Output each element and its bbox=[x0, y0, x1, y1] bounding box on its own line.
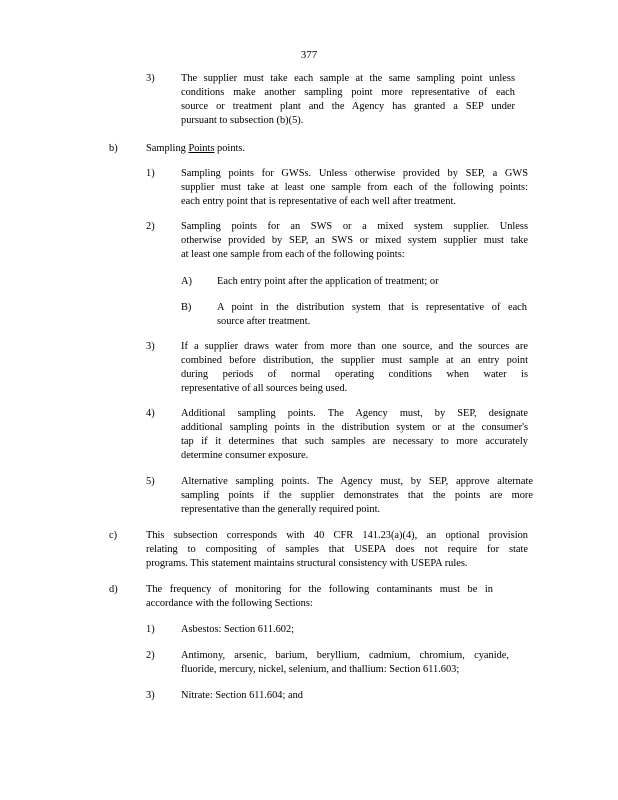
item-label: c) bbox=[109, 530, 118, 541]
text-line: determine consumer exposure. bbox=[181, 450, 309, 461]
text-line: at least one sample from each of the following points: bbox=[181, 249, 405, 260]
text-line: tap if it determines that such samples are necessary to more accurately bbox=[181, 436, 528, 447]
text-line: Asbestos: Section 611.602; bbox=[181, 624, 295, 635]
text-line: This subsection corresponds with 40 CFR 141.23(a)(4), an optional provision bbox=[146, 530, 528, 541]
text-line: each entry point that is representative of each well after treatment. bbox=[181, 196, 456, 207]
text-line: sampling points if the supplier demonstrates that the points are more bbox=[181, 490, 533, 501]
text-line: conditions make another sampling point more representative of each bbox=[181, 87, 515, 98]
item-label: A) bbox=[181, 276, 192, 287]
item-label: 4) bbox=[146, 408, 155, 419]
text-line: If a supplier draws water from more than one source, and the sources are bbox=[181, 341, 528, 352]
text-line: additional sampling points in the distribution system or at the consumer's bbox=[181, 422, 528, 433]
text-line: Antimony, arsenic, barium, beryllium, cadmium, chromium, cyanide, bbox=[181, 650, 509, 661]
text-line: A point in the distribution system that is representative of each bbox=[217, 302, 527, 313]
item-label: 2) bbox=[146, 650, 155, 661]
text-line: combined before distribution, the supplier must sample at an entry point bbox=[181, 355, 528, 366]
text-line: The frequency of monitoring for the following contaminants must be in bbox=[146, 584, 493, 595]
item-label: 1) bbox=[146, 624, 155, 635]
item-label: b) bbox=[109, 143, 118, 154]
text-line: Alternative sampling points. The Agency must, by SEP, approve alternate bbox=[181, 476, 533, 487]
text-line: representative of all sources being used. bbox=[181, 383, 348, 394]
item-label: 3) bbox=[146, 690, 155, 701]
underlined-text: Points bbox=[188, 143, 215, 154]
item-text bbox=[181, 475, 533, 517]
item-text bbox=[181, 340, 528, 396]
text-line: representative than the generally required point. bbox=[181, 504, 381, 515]
item-text bbox=[181, 407, 528, 463]
text-line: Sampling points for an SWS or a mixed system supplier. Unless bbox=[181, 221, 528, 232]
text-line: programs. This statement maintains structural consistency with USEPA rules. bbox=[146, 558, 468, 569]
text-line: fluoride, mercury, nickel, selenium, and thallium: Section 611.603; bbox=[181, 664, 460, 675]
text-line: Each entry point after the application of treatment; or bbox=[217, 276, 439, 287]
item-text bbox=[181, 623, 481, 637]
text-line: supplier must take at least one sample from each of the following points: bbox=[181, 182, 528, 193]
item-text bbox=[181, 649, 509, 677]
text-line: accordance with the following Sections: bbox=[146, 598, 313, 609]
section-heading: Sampling Points points. bbox=[146, 143, 246, 154]
text-line: source or treatment plant and the Agency has granted a SEP under bbox=[181, 101, 515, 112]
text-line: source after treatment. bbox=[217, 316, 311, 327]
item-label: B) bbox=[181, 302, 192, 313]
text-line: pursuant to subsection (b)(5). bbox=[181, 115, 304, 126]
item-text bbox=[146, 529, 528, 571]
text-line: Nitrate: Section 611.604; and bbox=[181, 690, 303, 701]
item-label: 3) bbox=[146, 341, 155, 352]
text-line: during periods of normal operating conditions when water is bbox=[181, 369, 528, 380]
text-line: Additional sampling points. The Agency must, by SEP, designate bbox=[181, 408, 528, 419]
item-label: d) bbox=[109, 584, 118, 595]
item-text bbox=[181, 167, 528, 209]
item-text bbox=[217, 301, 527, 329]
text-line: Sampling points for GWSs. Unless otherwise provided by SEP, a GWS bbox=[181, 168, 528, 179]
text-line: relating to compositing of samples that USEPA does not require for state bbox=[146, 544, 528, 555]
item-label: 3) bbox=[146, 73, 155, 84]
item-label: 1) bbox=[146, 168, 155, 179]
item-text bbox=[181, 689, 481, 703]
item-text bbox=[146, 583, 493, 611]
item-label: 5) bbox=[146, 476, 155, 487]
item-text bbox=[181, 72, 515, 128]
text-line: otherwise provided by SEP, an SWS or mixed system supplier must take bbox=[181, 235, 528, 246]
item-text bbox=[181, 220, 528, 262]
page-number: 377 bbox=[300, 49, 318, 61]
text-line: The supplier must take each sample at the same sampling point unless bbox=[181, 73, 515, 84]
item-text bbox=[217, 275, 517, 289]
item-label: 2) bbox=[146, 221, 155, 232]
